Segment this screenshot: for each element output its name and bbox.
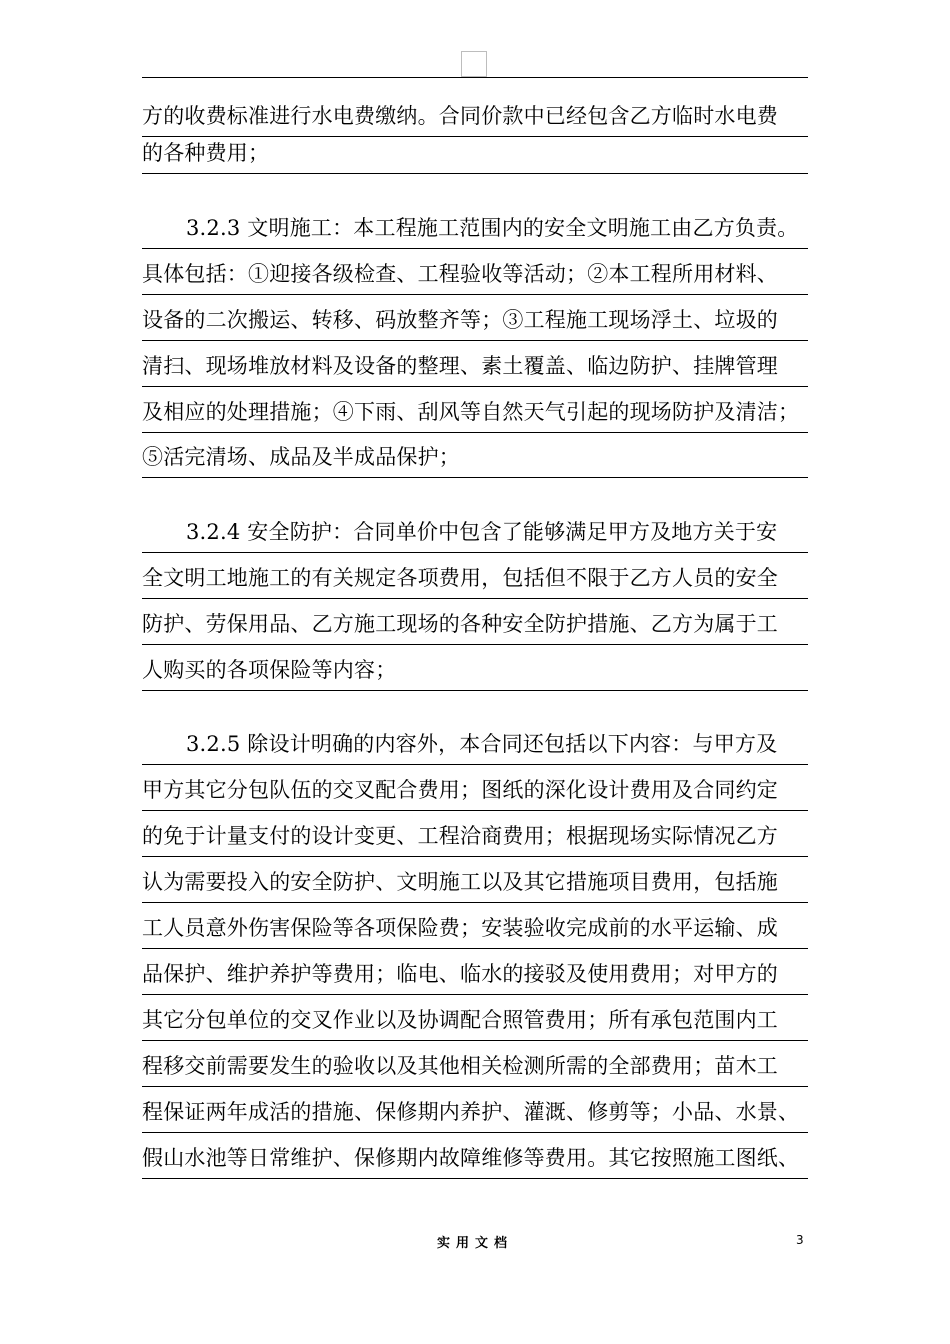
text-line: 假山水池等日常维护、保修期内故障维修等费用。其它按照施工图纸、 [142,1135,808,1179]
text-line: 程保证两年成活的措施、保修期内养护、灌溉、修剪等；小品、水景、 [142,1089,808,1133]
section-heading-3-2-3: 3.2.3 文明施工：本工程施工范围内的安全文明施工由乙方负责。 [142,205,808,249]
text-line: 工人员意外伤害保险等各项保险费；安装验收完成前的水平运输、成 [142,905,808,949]
text-line: ⑤活完清场、成品及半成品保护； [142,434,808,478]
header-rule [142,77,808,78]
text-line: 认为需要投入的安全防护、文明施工以及其它措施项目费用，包括施 [142,859,808,903]
text-line: 程移交前需要发生的验收以及其他相关检测所需的全部费用；苗木工 [142,1043,808,1087]
text-line: 清扫、现场堆放材料及设备的整理、素土覆盖、临边防护、挂牌管理 [142,343,808,387]
text-line: 防护、劳保用品、乙方施工现场的各种安全防护措施、乙方为属于工 [142,601,808,645]
text-line: 方的收费标准进行水电费缴纳。合同价款中已经包含乙方临时水电费 [142,93,808,137]
text-line: 全文明工地施工的有关规定各项费用，包括但不限于乙方人员的安全 [142,555,808,599]
text-line: 甲方其它分包队伍的交叉配合费用；图纸的深化设计费用及合同约定 [142,767,808,811]
section-heading-3-2-4: 3.2.4 安全防护：合同单价中包含了能够满足甲方及地方关于安 [142,509,808,553]
footer-label: 实用文档 [436,1236,513,1251]
text-line: 人购买的各项保险等内容； [142,647,808,691]
section-heading-3-2-5: 3.2.5 除设计明确的内容外，本合同还包括以下内容：与甲方及 [142,721,808,765]
page-number: 3 [796,1233,804,1247]
text-line: 设备的二次搬运、转移、码放整齐等；③工程施工现场浮土、垃圾的 [142,297,808,341]
text-line: 的免于计量支付的设计变更、工程洽商费用；根据现场实际情况乙方 [142,813,808,857]
text-line: 及相应的处理措施；④下雨、刮风等自然天气引起的现场防护及清洁； [142,389,808,433]
text-line: 品保护、维护养护等费用；临电、临水的接驳及使用费用；对甲方的 [142,951,808,995]
text-line: 的各种费用； [142,130,808,174]
text-line: 具体包括：①迎接各级检查、工程验收等活动；②本工程所用材料、 [142,251,808,295]
text-line: 其它分包单位的交叉作业以及协调配合照管费用；所有承包范围内工 [142,997,808,1041]
header-box [461,51,487,77]
